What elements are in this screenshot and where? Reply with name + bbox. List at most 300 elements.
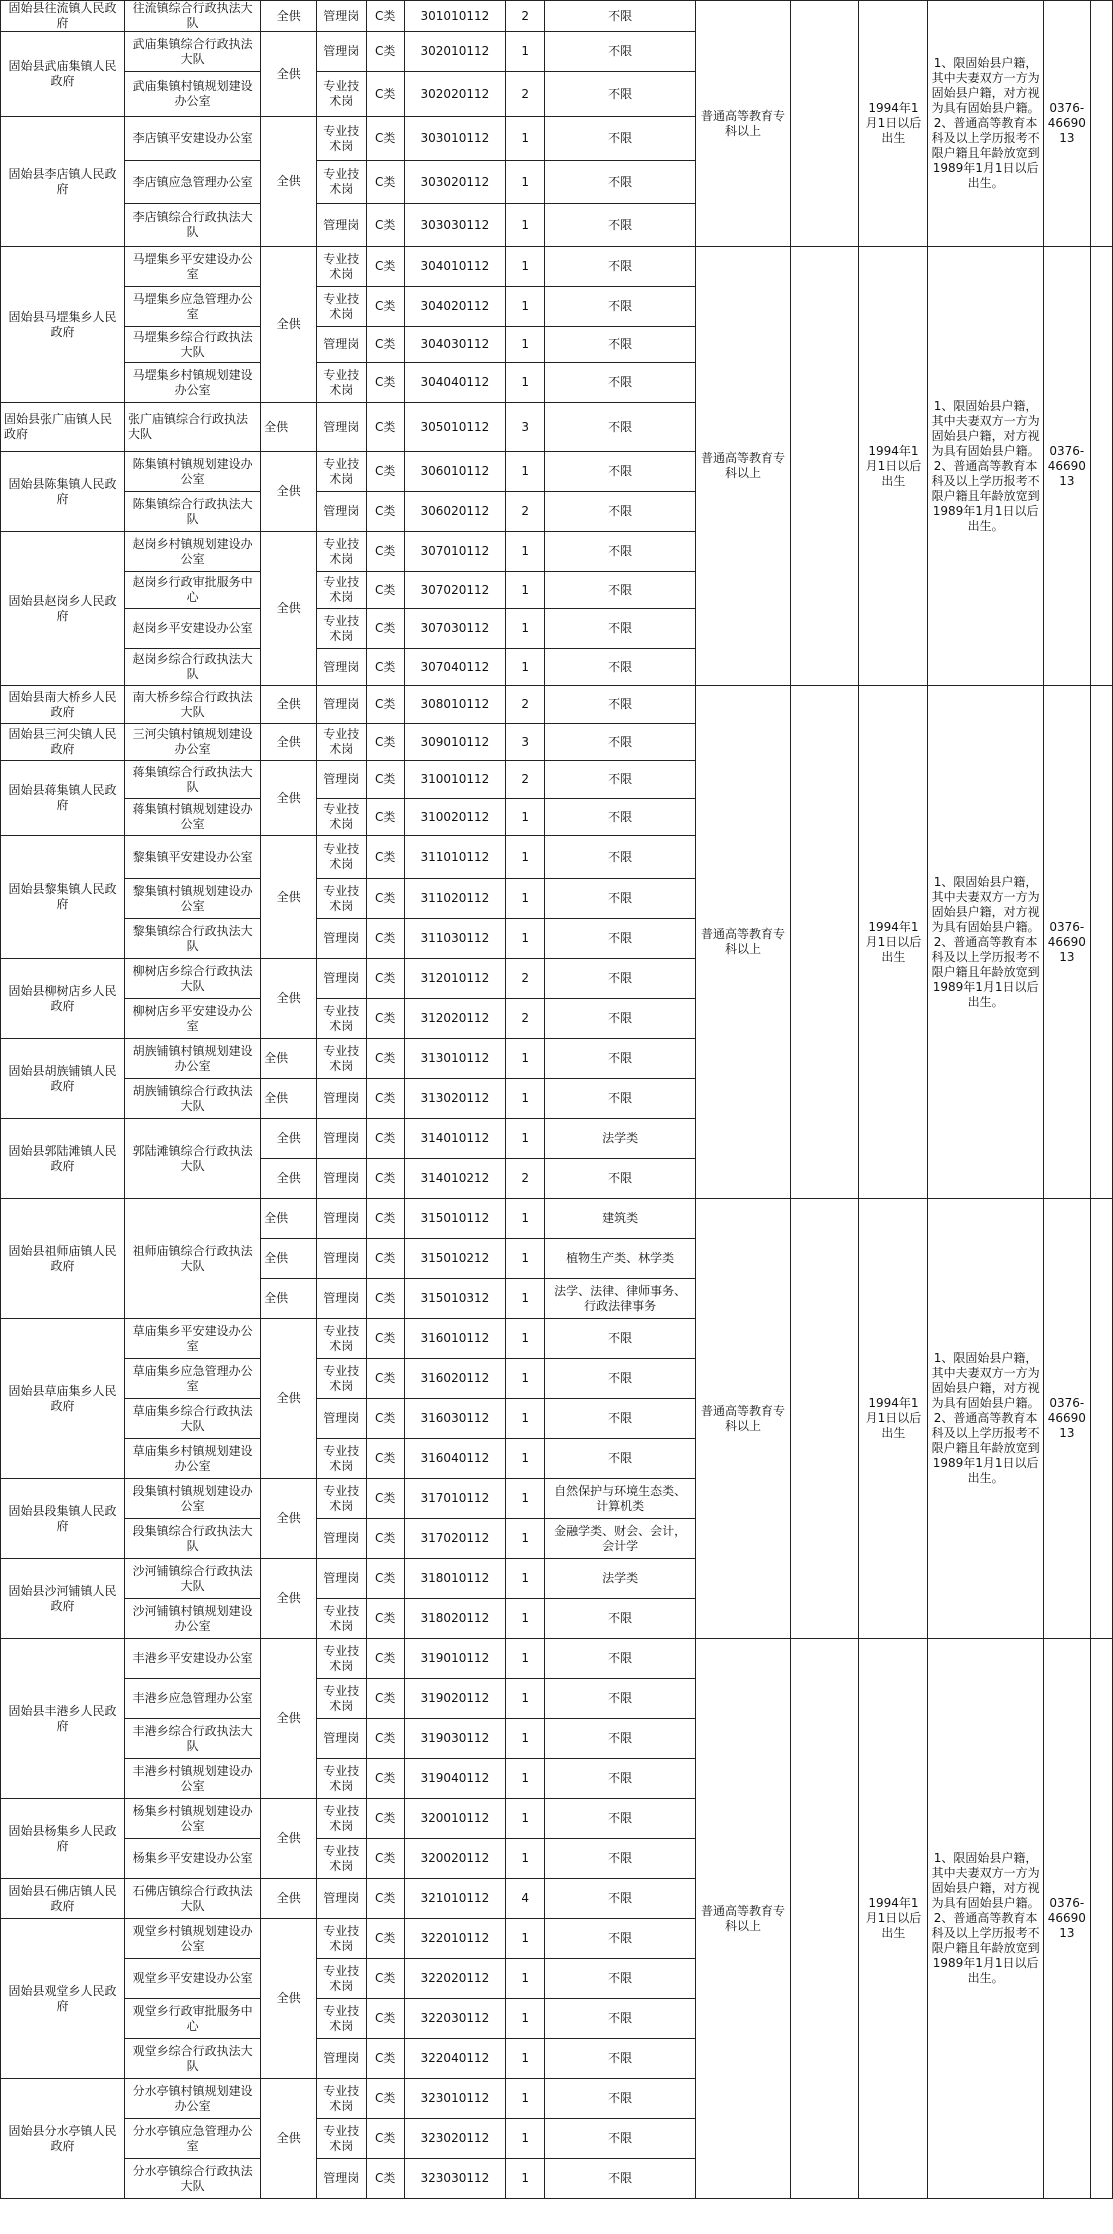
class-cell: C类 [366, 1799, 404, 1839]
count-cell: 3 [505, 724, 545, 761]
major-cell: 不限 [545, 2119, 695, 2159]
post-cell: 专业技术岗 [317, 2079, 366, 2119]
code-cell: 323020112 [404, 2119, 505, 2159]
code-cell: 321010112 [404, 1879, 505, 1919]
class-cell: C类 [366, 724, 404, 761]
count-cell: 1 [505, 919, 545, 959]
count-cell: 1 [505, 1079, 545, 1119]
code-cell: 318010112 [404, 1559, 505, 1599]
code-cell: 301010112 [404, 1, 505, 32]
unit-cell: 观堂乡行政审批服务中心 [125, 1999, 261, 2039]
major-cell: 不限 [545, 686, 695, 724]
post-cell: 专业技术岗 [317, 1799, 366, 1839]
unit-cell: 黎集镇村镇规划建设办公室 [125, 879, 261, 919]
unit-cell: 赵岗乡村镇规划建设办公室 [125, 532, 261, 572]
count-cell: 1 [505, 1839, 545, 1879]
post-cell: 专业技术岗 [317, 1759, 366, 1799]
class-cell: C类 [366, 1199, 404, 1239]
unit-cell: 马堽集乡平安建设办公室 [125, 247, 261, 287]
major-cell: 不限 [545, 1319, 695, 1359]
employer-cell: 固始县丰港乡人民政府 [1, 1639, 125, 1799]
code-cell: 309010112 [404, 724, 505, 761]
table-row [1, 1639, 1113, 1679]
phone-cell: 0376-4669013 [1043, 1639, 1090, 2199]
code-cell: 317010112 [404, 1479, 505, 1519]
unit-cell: 赵岗乡综合行政执法大队 [125, 649, 261, 686]
code-cell: 322040112 [404, 2039, 505, 2079]
unit-cell: 武庙集镇综合行政执法大队 [125, 32, 261, 72]
code-cell: 306010112 [404, 452, 505, 492]
count-cell: 1 [505, 1319, 545, 1359]
major-cell: 植物生产类、林学类 [545, 1239, 695, 1279]
class-cell: C类 [366, 532, 404, 572]
count-cell: 1 [505, 1639, 545, 1679]
post-cell: 专业技术岗 [317, 1439, 366, 1479]
employer-cell: 固始县南大桥乡人民政府 [1, 686, 125, 724]
supply-cell: 全供 [261, 2079, 317, 2199]
code-cell: 310010112 [404, 761, 505, 799]
class-cell: C类 [366, 2079, 404, 2119]
count-cell: 1 [505, 2119, 545, 2159]
code-cell: 303010112 [404, 117, 505, 161]
count-cell: 1 [505, 1279, 545, 1319]
unit-cell: 黎集镇平安建设办公室 [125, 836, 261, 879]
class-cell: C类 [366, 1119, 404, 1159]
major-cell: 不限 [545, 161, 695, 204]
major-cell: 法学类 [545, 1559, 695, 1599]
major-cell: 不限 [545, 724, 695, 761]
supply-cell: 全供 [261, 686, 317, 724]
code-cell: 315010212 [404, 1239, 505, 1279]
employer-cell: 固始县往流镇人民政府 [1, 1, 125, 32]
table-row [1, 247, 1113, 287]
supply-cell: 全供 [261, 1319, 317, 1479]
post-cell: 专业技术岗 [317, 879, 366, 919]
class-cell: C类 [366, 204, 404, 247]
unit-cell: 往流镇综合行政执法大队 [125, 1, 261, 32]
unit-cell: 草庙集乡村镇规划建设办公室 [125, 1439, 261, 1479]
supply-cell: 全供 [261, 1479, 317, 1559]
major-cell: 不限 [545, 1719, 695, 1759]
unit-cell: 郭陆滩镇综合行政执法大队 [125, 1119, 261, 1199]
unit-cell: 观堂乡村镇规划建设办公室 [125, 1919, 261, 1959]
count-cell: 1 [505, 1599, 545, 1639]
post-cell: 专业技术岗 [317, 247, 366, 287]
post-cell: 管理岗 [317, 1199, 366, 1239]
major-cell: 不限 [545, 1599, 695, 1639]
code-cell: 304040112 [404, 363, 505, 403]
class-cell: C类 [366, 1839, 404, 1879]
major-cell: 不限 [545, 117, 695, 161]
employer-cell: 固始县祖师庙镇人民政府 [1, 1199, 125, 1319]
supply-cell: 全供 [261, 1119, 317, 1159]
major-cell: 不限 [545, 1079, 695, 1119]
class-cell: C类 [366, 1439, 404, 1479]
supply-cell: 全供 [261, 1639, 317, 1799]
code-cell: 316040112 [404, 1439, 505, 1479]
unit-cell: 陈集镇村镇规划建设办公室 [125, 452, 261, 492]
supply-cell: 全供 [261, 452, 317, 532]
major-cell: 不限 [545, 1679, 695, 1719]
major-cell: 不限 [545, 999, 695, 1039]
count-cell: 1 [505, 1559, 545, 1599]
unit-cell: 马堽集乡综合行政执法大队 [125, 327, 261, 363]
class-cell: C类 [366, 761, 404, 799]
supply-cell: 全供 [261, 32, 317, 117]
code-cell: 322020112 [404, 1959, 505, 1999]
requirement-cell: 1、限固始县户籍，其中夫妻双方一方为固始县户籍，对方视为具有固始县户籍。2、普通高等教育本科及以上学历报考不限户籍且年龄放宽到1989年1月1日以后出生。 [928, 686, 1043, 1199]
unit-cell: 草庙集乡平安建设办公室 [125, 1319, 261, 1359]
supply-cell: 全供 [261, 1879, 317, 1919]
unit-cell: 南大桥乡综合行政执法大队 [125, 686, 261, 724]
phone-cell: 0376-4669013 [1043, 686, 1090, 1199]
unit-cell: 柳树店乡平安建设办公室 [125, 999, 261, 1039]
post-cell: 管理岗 [317, 1159, 366, 1199]
code-cell: 305010112 [404, 403, 505, 452]
employer-cell: 固始县郭陆滩镇人民政府 [1, 1119, 125, 1199]
class-cell: C类 [366, 2119, 404, 2159]
post-cell: 管理岗 [317, 686, 366, 724]
code-cell: 303030112 [404, 204, 505, 247]
unit-cell: 丰港乡综合行政执法大队 [125, 1719, 261, 1759]
major-cell: 不限 [545, 1039, 695, 1079]
blank-cell [791, 247, 859, 686]
class-cell: C类 [366, 2039, 404, 2079]
class-cell: C类 [366, 1559, 404, 1599]
post-cell: 管理岗 [317, 1119, 366, 1159]
unit-cell: 赵岗乡行政审批服务中心 [125, 572, 261, 609]
age-cell: 1994年1月1日以后出生 [859, 1199, 928, 1639]
post-cell: 专业技术岗 [317, 1839, 366, 1879]
class-cell: C类 [366, 2159, 404, 2199]
unit-cell: 石佛店镇综合行政执法大队 [125, 1879, 261, 1919]
code-cell: 307030112 [404, 609, 505, 649]
class-cell: C类 [366, 161, 404, 204]
class-cell: C类 [366, 1719, 404, 1759]
blank-cell [791, 1, 859, 247]
table-row [1, 1199, 1113, 1239]
employer-cell: 固始县赵岗乡人民政府 [1, 532, 125, 686]
unit-cell: 祖师庙镇综合行政执法大队 [125, 1199, 261, 1319]
supply-cell: 全供 [261, 1, 317, 32]
post-cell: 专业技术岗 [317, 799, 366, 836]
requirement-cell: 1、限固始县户籍，其中夫妻双方一方为固始县户籍，对方视为具有固始县户籍。2、普通高等教育本科及以上学历报考不限户籍且年龄放宽到1989年1月1日以后出生。 [928, 1199, 1043, 1639]
unit-cell: 杨集乡平安建设办公室 [125, 1839, 261, 1879]
code-cell: 311030112 [404, 919, 505, 959]
supply-cell: 全供 [261, 532, 317, 686]
employer-cell: 固始县胡族铺镇人民政府 [1, 1039, 125, 1119]
major-cell: 自然保护与环境生态类、计算机类 [545, 1479, 695, 1519]
count-cell: 2 [505, 999, 545, 1039]
code-cell: 304010112 [404, 247, 505, 287]
major-cell: 不限 [545, 492, 695, 532]
code-cell: 319040112 [404, 1759, 505, 1799]
blank-cell [791, 686, 859, 1199]
class-cell: C类 [366, 72, 404, 117]
unit-cell: 丰港乡应急管理办公室 [125, 1679, 261, 1719]
code-cell: 319010112 [404, 1639, 505, 1679]
age-cell: 1994年1月1日以后出生 [859, 686, 928, 1199]
count-cell: 1 [505, 1359, 545, 1399]
post-cell: 管理岗 [317, 1239, 366, 1279]
class-cell: C类 [366, 287, 404, 327]
class-cell: C类 [366, 649, 404, 686]
major-cell: 法学、法律、律师事务、行政法律事务 [545, 1279, 695, 1319]
post-cell: 专业技术岗 [317, 1959, 366, 1999]
unit-cell: 李店镇平安建设办公室 [125, 117, 261, 161]
unit-cell: 赵岗乡平安建设办公室 [125, 609, 261, 649]
unit-cell: 李店镇综合行政执法大队 [125, 204, 261, 247]
major-cell: 不限 [545, 403, 695, 452]
supply-cell: 全供 [261, 724, 317, 761]
post-cell: 专业技术岗 [317, 532, 366, 572]
post-cell: 专业技术岗 [317, 609, 366, 649]
count-cell: 1 [505, 1999, 545, 2039]
count-cell: 1 [505, 204, 545, 247]
code-cell: 302010112 [404, 32, 505, 72]
code-cell: 317020112 [404, 1519, 505, 1559]
count-cell: 1 [505, 32, 545, 72]
class-cell: C类 [366, 247, 404, 287]
count-cell: 2 [505, 1, 545, 32]
count-cell: 1 [505, 117, 545, 161]
requirement-cell: 1、限固始县户籍，其中夫妻双方一方为固始县户籍，对方视为具有固始县户籍。2、普通高等教育本科及以上学历报考不限户籍且年龄放宽到1989年1月1日以后出生。 [928, 1, 1043, 247]
post-cell: 专业技术岗 [317, 363, 366, 403]
unit-cell: 草庙集乡综合行政执法大队 [125, 1399, 261, 1439]
count-cell: 1 [505, 363, 545, 403]
blank-cell [791, 1639, 859, 2199]
blank-cell [1090, 1199, 1112, 1639]
post-cell: 专业技术岗 [317, 999, 366, 1039]
code-cell: 316020112 [404, 1359, 505, 1399]
class-cell: C类 [366, 1239, 404, 1279]
post-cell: 管理岗 [317, 2039, 366, 2079]
post-cell: 管理岗 [317, 1519, 366, 1559]
post-cell: 管理岗 [317, 1399, 366, 1439]
major-cell: 金融学类、财会、会计，会计学 [545, 1519, 695, 1559]
major-cell: 不限 [545, 1919, 695, 1959]
major-cell: 不限 [545, 363, 695, 403]
table-row [1, 1, 1113, 32]
post-cell: 管理岗 [317, 403, 366, 452]
count-cell: 1 [505, 649, 545, 686]
post-cell: 专业技术岗 [317, 1039, 366, 1079]
count-cell: 1 [505, 1719, 545, 1759]
post-cell: 专业技术岗 [317, 72, 366, 117]
code-cell: 311010112 [404, 836, 505, 879]
employer-cell: 固始县张广庙镇人民政府 [1, 403, 125, 452]
unit-cell: 观堂乡平安建设办公室 [125, 1959, 261, 1999]
code-cell: 320010112 [404, 1799, 505, 1839]
class-cell: C类 [366, 686, 404, 724]
post-cell: 管理岗 [317, 959, 366, 999]
supply-cell: 全供 [261, 1239, 317, 1279]
unit-cell: 沙河铺镇村镇规划建设办公室 [125, 1599, 261, 1639]
major-cell: 不限 [545, 799, 695, 836]
count-cell: 1 [505, 287, 545, 327]
post-cell: 专业技术岗 [317, 452, 366, 492]
post-cell: 管理岗 [317, 1279, 366, 1319]
post-cell: 专业技术岗 [317, 1999, 366, 2039]
unit-cell: 草庙集乡应急管理办公室 [125, 1359, 261, 1399]
major-cell: 不限 [545, 32, 695, 72]
employer-cell: 固始县三河尖镇人民政府 [1, 724, 125, 761]
post-cell: 管理岗 [317, 32, 366, 72]
blank-cell [1090, 686, 1112, 1199]
post-cell: 专业技术岗 [317, 836, 366, 879]
employer-cell: 固始县段集镇人民政府 [1, 1479, 125, 1559]
employer-cell: 固始县沙河铺镇人民政府 [1, 1559, 125, 1639]
count-cell: 1 [505, 572, 545, 609]
count-cell: 1 [505, 1799, 545, 1839]
unit-cell: 分水亭镇村镇规划建设办公室 [125, 2079, 261, 2119]
major-cell: 不限 [545, 204, 695, 247]
unit-cell: 蒋集镇综合行政执法大队 [125, 761, 261, 799]
post-cell: 专业技术岗 [317, 1919, 366, 1959]
class-cell: C类 [366, 1359, 404, 1399]
post-cell: 专业技术岗 [317, 1599, 366, 1639]
class-cell: C类 [366, 1159, 404, 1199]
count-cell: 2 [505, 492, 545, 532]
major-cell: 不限 [545, 532, 695, 572]
code-cell: 316030112 [404, 1399, 505, 1439]
code-cell: 310020112 [404, 799, 505, 836]
major-cell: 不限 [545, 959, 695, 999]
class-cell: C类 [366, 1039, 404, 1079]
employer-cell: 固始县陈集镇人民政府 [1, 452, 125, 532]
unit-cell: 蒋集镇村镇规划建设办公室 [125, 799, 261, 836]
count-cell: 1 [505, 161, 545, 204]
count-cell: 1 [505, 247, 545, 287]
count-cell: 1 [505, 1959, 545, 1999]
major-cell: 不限 [545, 1959, 695, 1999]
code-cell: 312010112 [404, 959, 505, 999]
age-cell: 1994年1月1日以后出生 [859, 1, 928, 247]
count-cell: 1 [505, 1039, 545, 1079]
code-cell: 307040112 [404, 649, 505, 686]
count-cell: 1 [505, 1759, 545, 1799]
post-cell: 专业技术岗 [317, 161, 366, 204]
employer-cell: 固始县蒋集镇人民政府 [1, 761, 125, 836]
code-cell: 302020112 [404, 72, 505, 117]
education-cell: 普通高等教育专科以上 [695, 247, 791, 686]
post-cell: 管理岗 [317, 1719, 366, 1759]
supply-cell: 全供 [261, 1559, 317, 1639]
class-cell: C类 [366, 452, 404, 492]
major-cell: 不限 [545, 609, 695, 649]
unit-cell: 胡族铺镇村镇规划建设办公室 [125, 1039, 261, 1079]
major-cell: 不限 [545, 836, 695, 879]
unit-cell: 丰港乡平安建设办公室 [125, 1639, 261, 1679]
code-cell: 314010212 [404, 1159, 505, 1199]
class-cell: C类 [366, 403, 404, 452]
class-cell: C类 [366, 879, 404, 919]
supply-cell: 全供 [261, 1279, 317, 1319]
count-cell: 1 [505, 1479, 545, 1519]
major-cell: 不限 [545, 2039, 695, 2079]
count-cell: 1 [505, 452, 545, 492]
major-cell: 不限 [545, 1, 695, 32]
post-cell: 专业技术岗 [317, 1679, 366, 1719]
unit-cell: 胡族铺镇综合行政执法大队 [125, 1079, 261, 1119]
class-cell: C类 [366, 1519, 404, 1559]
count-cell: 1 [505, 2039, 545, 2079]
count-cell: 2 [505, 761, 545, 799]
education-cell: 普通高等教育专科以上 [695, 1199, 791, 1639]
post-cell: 专业技术岗 [317, 287, 366, 327]
class-cell: C类 [366, 1399, 404, 1439]
employer-cell: 固始县柳树店乡人民政府 [1, 959, 125, 1039]
post-cell: 专业技术岗 [317, 1639, 366, 1679]
blank-cell [1090, 247, 1112, 686]
post-cell: 专业技术岗 [317, 1359, 366, 1399]
age-cell: 1994年1月1日以后出生 [859, 247, 928, 686]
code-cell: 319020112 [404, 1679, 505, 1719]
class-cell: C类 [366, 327, 404, 363]
code-cell: 320020112 [404, 1839, 505, 1879]
unit-cell: 马堽集乡应急管理办公室 [125, 287, 261, 327]
requirement-cell: 1、限固始县户籍，其中夫妻双方一方为固始县户籍，对方视为具有固始县户籍。2、普通高等教育本科及以上学历报考不限户籍且年龄放宽到1989年1月1日以后出生。 [928, 1639, 1043, 2199]
code-cell: 311020112 [404, 879, 505, 919]
post-cell: 管理岗 [317, 1559, 366, 1599]
major-cell: 不限 [545, 919, 695, 959]
major-cell: 不限 [545, 879, 695, 919]
count-cell: 3 [505, 403, 545, 452]
major-cell: 不限 [545, 72, 695, 117]
major-cell: 不限 [545, 2079, 695, 2119]
unit-cell: 观堂乡综合行政执法大队 [125, 2039, 261, 2079]
blank-cell [1090, 1, 1112, 247]
post-cell: 管理岗 [317, 649, 366, 686]
supply-cell: 全供 [261, 1159, 317, 1199]
phone-cell: 0376-4669013 [1043, 1, 1090, 247]
post-cell: 管理岗 [317, 327, 366, 363]
supply-cell: 全供 [261, 1919, 317, 2079]
code-cell: 307010112 [404, 532, 505, 572]
major-cell: 不限 [545, 2159, 695, 2199]
phone-cell: 0376-4669013 [1043, 247, 1090, 686]
unit-cell: 三河尖镇村镇规划建设办公室 [125, 724, 261, 761]
code-cell: 313020112 [404, 1079, 505, 1119]
major-cell: 不限 [545, 1879, 695, 1919]
major-cell: 不限 [545, 287, 695, 327]
code-cell: 306020112 [404, 492, 505, 532]
major-cell: 法学类 [545, 1119, 695, 1159]
major-cell: 不限 [545, 761, 695, 799]
class-cell: C类 [366, 609, 404, 649]
post-cell: 管理岗 [317, 761, 366, 799]
employer-cell: 固始县石佛店镇人民政府 [1, 1879, 125, 1919]
class-cell: C类 [366, 1279, 404, 1319]
count-cell: 2 [505, 72, 545, 117]
count-cell: 1 [505, 799, 545, 836]
supply-cell: 全供 [261, 761, 317, 836]
major-cell: 不限 [545, 572, 695, 609]
count-cell: 1 [505, 327, 545, 363]
class-cell: C类 [366, 1599, 404, 1639]
unit-cell: 张广庙镇综合行政执法大队 [125, 403, 261, 452]
major-cell: 不限 [545, 1359, 695, 1399]
code-cell: 304020112 [404, 287, 505, 327]
count-cell: 2 [505, 959, 545, 999]
blank-cell [791, 1199, 859, 1639]
code-cell: 315010312 [404, 1279, 505, 1319]
table-row [1, 686, 1113, 724]
post-cell: 管理岗 [317, 919, 366, 959]
count-cell: 1 [505, 879, 545, 919]
code-cell: 322010112 [404, 1919, 505, 1959]
unit-cell: 分水亭镇应急管理办公室 [125, 2119, 261, 2159]
